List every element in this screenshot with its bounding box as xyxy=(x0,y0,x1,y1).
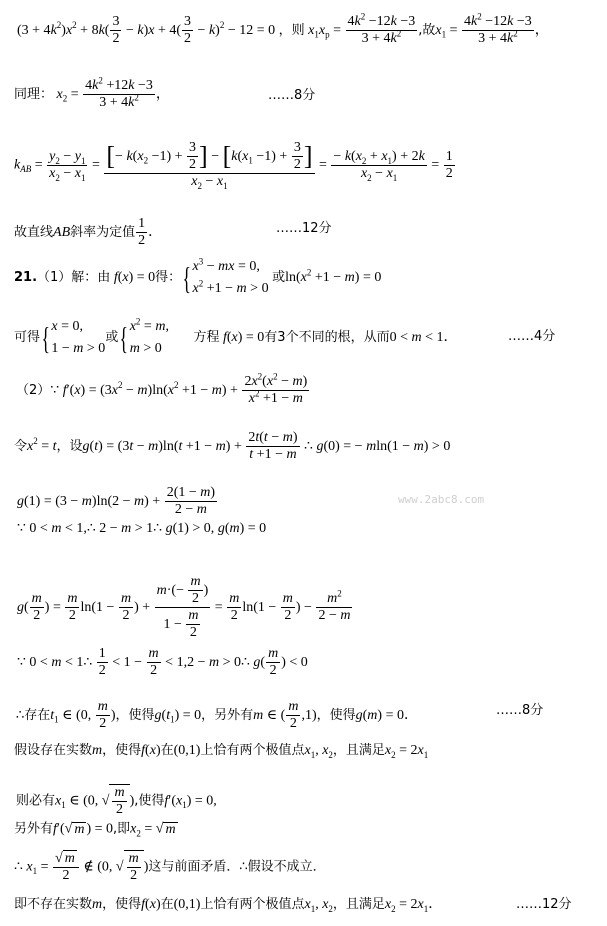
line-conclusion: 即不存在实数m，使得f(x)在(0,1)上恰有两个极值点$x_1$, $x_2$，且满足$x_2 = 2x_1$． xyxy=(14,897,443,914)
score-mark-2: ……12分 xyxy=(276,221,332,236)
text-qiemanzu: ，且满足 xyxy=(332,743,385,758)
text-fangcheng: 方程 xyxy=(193,329,220,345)
line-21-2: （2）∵ $f'(x) = (3x^2 - m)\ln(x^2 +1 - m)$ + $\frac{2x^2(x^2 - m)}{x^2 +1 - m}$ xyxy=(16,371,308,407)
line-21-1: 21.（1）解：由 f(x) = 0得：{$x^3$ − mx = 0, $x^2 +1 - m > 0$ 或$\ln(x^2 +1 - m) = 0$ xyxy=(14,256,382,296)
text-cunzai: ∴存在 xyxy=(16,707,51,723)
watermark: www.2abc8.com xyxy=(398,493,485,506)
text-de: 得： xyxy=(155,269,182,285)
text-huo-2: 或 xyxy=(105,329,119,345)
line-ling: 令$x^2 = t$，设g(t) = (3t − m)ln(t +1 − m) + $\frac{2t(t - m)}{t +1 - m}$ ∴ g(0) = − mln(1 − m) > 0 xyxy=(14,430,451,463)
text-shide4: ，使得 xyxy=(102,897,142,912)
text-shide: ，使得 xyxy=(115,707,155,723)
score-mark-3: ……4分 xyxy=(508,329,556,344)
score-mark-1: ……8分 xyxy=(268,88,316,103)
score-mark-5: ……12分 xyxy=(516,897,572,912)
text-zebi: 则必有 xyxy=(16,793,56,809)
line-also: 另外有f′(√ m ) = 0,即$x_2$ = √ m xyxy=(14,821,176,839)
text-gu: ,故 xyxy=(418,22,436,38)
text-jibu: 即不存在实数 xyxy=(14,897,93,912)
line-contradiction: ∴ $x_1$ = $\frac{√ m}{2}$ ∉ (0, √ $\frac{m}{2}$ )这与前面矛盾．∴假设不成立． xyxy=(14,850,326,884)
line-kab: $k_{AB}$ = $\frac{y_2 - y_1}{x_2 - x_1}$ = [− $k(x_2 -1)$ + $\frac{3}{2}$ ] − [$k(x_1 -1)$ + $\frac{3}{2}$ ] $x_2 - x_1$ = $\frac{- k(x_2 + x_1) + 2k}{x_2 - x_1}$ = $\frac{1}{2}$ xyxy=(14,140,453,191)
score-mark-4: ……8分 xyxy=(496,703,544,718)
text-maodun: 这与前面矛盾．∴假设不成立． xyxy=(148,859,326,875)
text-qiaoyou: 上恰有两个极值点 xyxy=(200,743,305,758)
line-since-2: ∵ 0 < m < 1∴ $\frac{1}{2}$ < 1 − $\frac{m}{2}$ < 1,2 − m > 0∴ g( $\frac{m}{2}$ ) < 0 xyxy=(17,646,308,679)
text-you3: 有3个不同的根，从而 xyxy=(264,329,390,345)
text-ab-const: 斜率为定值 xyxy=(70,224,136,240)
text-kede: 可得 xyxy=(14,329,41,345)
line-exists: ∴存在$t_1$ ∈ (0, $\frac{m}{2}$ )，使得$g(t_1) = 0$，另外有m ∈ ( $\frac{m}{2}$ ,1)，使得g(m) = 0． xyxy=(16,699,418,732)
text-zai01: 在 xyxy=(160,743,174,758)
line-must: 则必有$x_1$ ∈ (0, √ $\frac{m}{2}$ ),使得$f'(x_1) = 0$, xyxy=(16,785,217,818)
line-kede: 可得{x = 0, 1 − m > 0或{$x^2 = m$, m > 0 方程 f(x) = 0有3个不同的根，从而0 < m < 1． xyxy=(14,316,458,356)
text-part1: （1）解：由 xyxy=(37,269,111,285)
text-ling: 令 xyxy=(14,438,28,454)
text-part2: （2） xyxy=(16,382,51,398)
text-she: ，设 xyxy=(56,438,83,454)
question-number: 21. xyxy=(14,269,38,285)
text-jiashe: 假设存在实数 xyxy=(14,743,93,758)
line-1: $(3 + 4k^2)x^2 + 8k$( $\frac{3}{2}$ − k)x + 4( $\frac{3}{2}$ − k)$^2$ − 12 = 0 ，则 $x_1x_p$ = $\frac{4k^2 -12k -3}{3 + 4k^2}$ ,故$x_1$ = $\frac{4k^2 -12k -3}{3 + 4k^2}$ ， xyxy=(17,11,549,47)
text-qiemanzu-2: ，且满足 xyxy=(332,897,385,912)
text-tongli: 同理： xyxy=(14,86,54,102)
line-g1: g(1) = (3 − m)ln(2 − m) + $\frac{2(1 - m)}{2 - m}$ xyxy=(17,485,216,518)
line-ab-const: 故直线AB斜率为定值 $\frac{1}{2}$ ． xyxy=(14,216,163,249)
text-shide2: ，使得 xyxy=(316,707,356,723)
text-lingwai: ，另外有 xyxy=(201,707,254,723)
text-zai01-2: 在 xyxy=(160,897,174,912)
text-gu-ab: 故直线 xyxy=(14,224,54,240)
text-shidef: ,使得 xyxy=(134,793,165,809)
line-gm2: g( $\frac{m}{2}$ ) = $\frac{m}{2}$ ln(1 − $\frac{m}{2}$ ) + m·(− $\frac{m}{2}$ ) 1 − $\frac{m}{2}$ = $\frac{m}{2}$ ln(1 − $\frac{m}{2}$ ) − $\frac{m^2}{2 - m}$ xyxy=(17,574,351,641)
line-assume: 假设存在实数m，使得f(x)在(0,1)上恰有两个极值点$x_1$, $x_2$，且满足$x_2 = 2x_1$ xyxy=(14,743,429,760)
text-ji: ,即 xyxy=(113,821,131,837)
text-shide3: ，使得 xyxy=(102,743,142,758)
text-lingwaiyou: 另外有 xyxy=(14,821,54,837)
text-qiaoyou-2: 上恰有两个极值点 xyxy=(200,897,305,912)
line-2: 同理： $x_2$ = $\frac{4k^2 +12k -3}{3 + 4k^2}$ ， xyxy=(14,75,170,111)
line-since-1: ∵ 0 < m < 1,∴ 2 − m > 1∴ g(1) > 0, g(m) = 0 xyxy=(17,521,267,536)
text-huo-1: 或 xyxy=(272,269,286,285)
text-then: ，则 xyxy=(278,22,305,38)
